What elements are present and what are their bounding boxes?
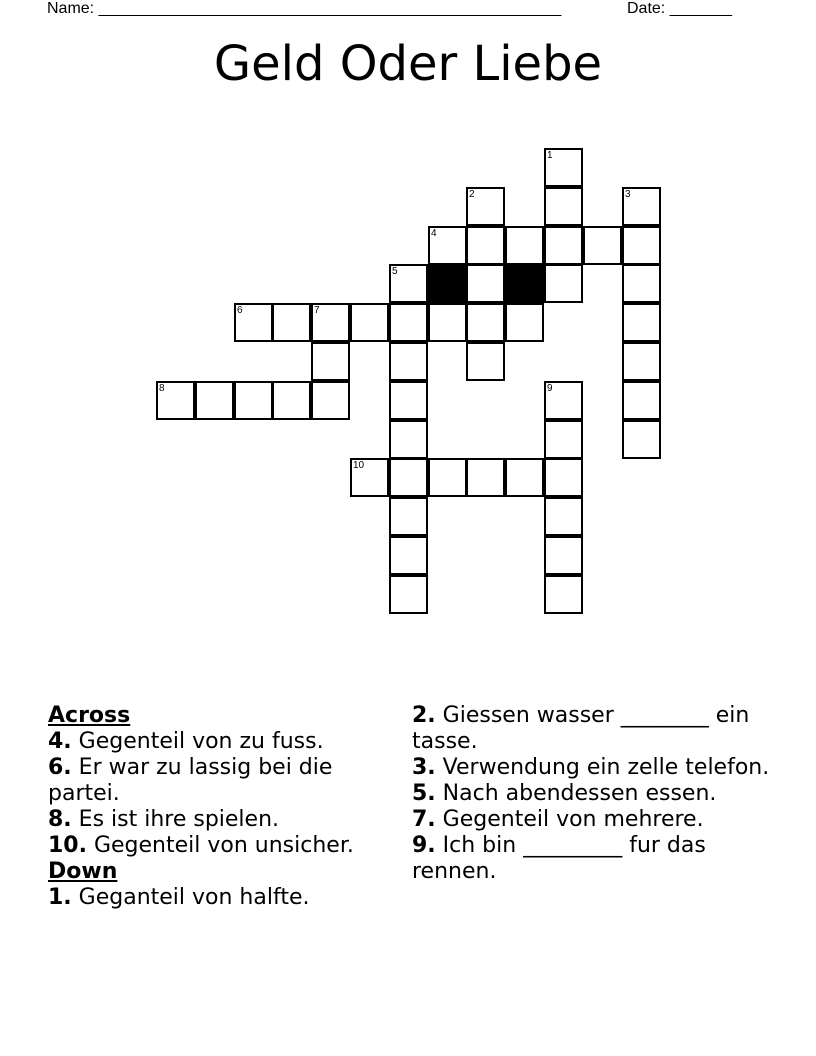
clue-text: Ich bin _________ fur das rennen.	[412, 833, 706, 884]
date-field-label: Date: _______	[627, 0, 732, 17]
clue-number-label: 4	[431, 228, 437, 239]
clue-number-label: 8	[159, 383, 165, 394]
answer-cell[interactable]	[622, 420, 661, 459]
down-clue	[412, 807, 772, 833]
clue-text: Gegenteil von zu fuss.	[71, 729, 324, 754]
answer-cell[interactable]	[311, 342, 350, 381]
clue-number: 3.	[412, 755, 436, 780]
answer-cell[interactable]	[311, 303, 350, 342]
answer-cell[interactable]	[389, 381, 428, 420]
answer-cell[interactable]	[389, 420, 428, 459]
page-title: Geld Oder Liebe	[213, 36, 603, 92]
down-clue	[48, 885, 393, 911]
clue-text: Geganteil von halfte.	[71, 885, 310, 910]
clue-text: Es ist ihre spielen.	[71, 807, 280, 832]
answer-cell[interactable]	[428, 458, 467, 497]
down-clue	[412, 781, 772, 807]
black-square	[428, 264, 467, 303]
clue-number-label: 6	[237, 305, 243, 316]
answer-cell[interactable]	[428, 303, 467, 342]
answer-cell[interactable]	[195, 381, 234, 420]
clues-column-right	[412, 703, 772, 885]
answer-cell[interactable]	[544, 575, 583, 614]
answer-cell[interactable]	[505, 303, 544, 342]
clue-text: Er war zu lassig bei die partei.	[48, 755, 333, 806]
answer-cell[interactable]	[622, 342, 661, 381]
clue-number: 8.	[48, 807, 72, 832]
down-clue	[412, 755, 772, 781]
answer-cell[interactable]	[466, 303, 505, 342]
answer-cell[interactable]	[544, 420, 583, 459]
down-heading: Down	[48, 859, 118, 884]
answer-cell[interactable]	[350, 458, 389, 497]
answer-cell[interactable]	[544, 226, 583, 265]
answer-cell[interactable]	[350, 303, 389, 342]
answer-cell[interactable]	[622, 303, 661, 342]
across-clue	[48, 807, 393, 833]
clue-number: 4.	[48, 729, 72, 754]
clue-number-label: 9	[547, 383, 553, 394]
clue-number: 1.	[48, 885, 72, 910]
answer-cell[interactable]	[234, 303, 273, 342]
answer-cell[interactable]	[272, 381, 311, 420]
answer-cell[interactable]	[544, 148, 583, 187]
clue-number: 9.	[412, 833, 436, 858]
answer-cell[interactable]	[389, 303, 428, 342]
answer-cell[interactable]	[389, 264, 428, 303]
answer-cell[interactable]	[505, 458, 544, 497]
answer-cell[interactable]	[272, 303, 311, 342]
down-clue	[412, 833, 772, 885]
clue-number-label: 7	[314, 305, 320, 316]
name-field-label: Name: ____________________________________________________	[47, 0, 562, 17]
answer-cell[interactable]	[466, 264, 505, 303]
clue-number: 10.	[48, 833, 87, 858]
across-heading: Across	[48, 703, 131, 728]
answer-cell[interactable]	[622, 264, 661, 303]
answer-cell[interactable]	[505, 226, 544, 265]
answer-cell[interactable]	[389, 497, 428, 536]
answer-cell[interactable]	[311, 381, 350, 420]
answer-cell[interactable]	[466, 226, 505, 265]
clue-text: Gegenteil von unsicher.	[86, 833, 354, 858]
across-clue	[48, 833, 393, 859]
clue-number: 6.	[48, 755, 72, 780]
answer-cell[interactable]	[428, 226, 467, 265]
clue-number: 2.	[412, 703, 436, 728]
answer-cell[interactable]	[544, 381, 583, 420]
answer-cell[interactable]	[544, 458, 583, 497]
answer-cell[interactable]	[389, 458, 428, 497]
clue-text: Giessen wasser ________ ein tasse.	[412, 703, 750, 754]
clue-number-label: 5	[392, 266, 398, 277]
across-clue	[48, 729, 393, 755]
clue-text: Nach abendessen essen.	[435, 781, 717, 806]
answer-cell[interactable]	[544, 536, 583, 575]
answer-cell[interactable]	[389, 575, 428, 614]
black-square	[505, 264, 544, 303]
clue-number-label: 3	[625, 189, 631, 200]
answer-cell[interactable]	[622, 187, 661, 226]
clues-column-left	[48, 703, 393, 911]
answer-cell[interactable]	[466, 342, 505, 381]
across-clue	[48, 755, 393, 807]
down-clue	[412, 703, 772, 755]
answer-cell[interactable]	[622, 381, 661, 420]
answer-cell[interactable]	[389, 536, 428, 575]
clue-number-label: 2	[469, 189, 475, 200]
clue-number-label: 10	[353, 460, 365, 471]
answer-cell[interactable]	[466, 187, 505, 226]
clue-text: Verwendung ein zelle telefon.	[435, 755, 770, 780]
clue-number: 5.	[412, 781, 436, 806]
clue-text: Gegenteil von mehrere.	[435, 807, 704, 832]
answer-cell[interactable]	[466, 458, 505, 497]
answer-cell[interactable]	[544, 264, 583, 303]
answer-cell[interactable]	[622, 226, 661, 265]
answer-cell[interactable]	[389, 342, 428, 381]
answer-cell[interactable]	[234, 381, 273, 420]
clue-number: 7.	[412, 807, 436, 832]
answer-cell[interactable]	[544, 497, 583, 536]
answer-cell[interactable]	[544, 187, 583, 226]
clue-number-label: 1	[547, 150, 553, 161]
answer-cell[interactable]	[156, 381, 195, 420]
answer-cell[interactable]	[583, 226, 622, 265]
